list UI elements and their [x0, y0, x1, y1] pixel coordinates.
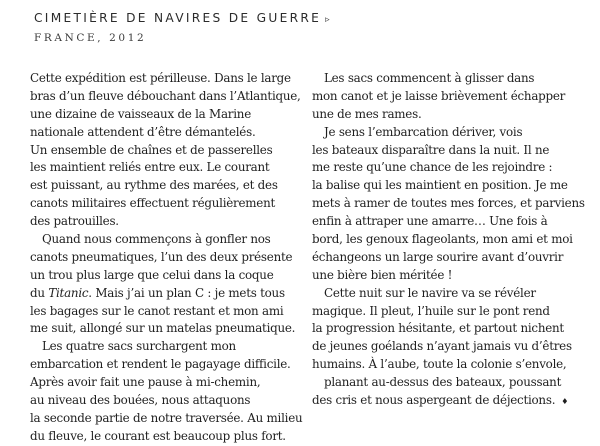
- text-line: [312, 88, 590, 106]
- article-title-text: CIMETIÈRE DE NAVIRES DE GUERRE: [34, 11, 322, 25]
- text-fragment: mets à ramer de toutes mes forces, et parviens: [312, 196, 585, 211]
- text-line: [312, 374, 590, 392]
- text-line: [312, 231, 590, 249]
- text-line: [30, 142, 308, 160]
- text-line: [30, 159, 308, 177]
- text-line: [30, 195, 308, 213]
- text-fragment: bras d’un fleuve débouchant dans l’Atlantique,: [30, 88, 301, 103]
- text-fragment: Cette expédition est périlleuse. Dans le large: [30, 71, 291, 85]
- text-line: [30, 267, 308, 285]
- text-fragment: la balise qui les maintient en position. Je me: [312, 178, 568, 193]
- text-fragment: les bateaux disparaître dans la nuit. Il ne: [312, 142, 550, 157]
- text-line: [312, 106, 590, 124]
- text-line: [30, 106, 308, 124]
- text-column-right: [312, 70, 590, 410]
- text-fragment: me suit, allongé sur un matelas pneumatique.: [30, 321, 296, 336]
- text-line: [312, 303, 590, 321]
- text-fragment: de jeunes goélands n’ayant jamais vu d’êtres: [312, 339, 572, 354]
- text-line: [312, 267, 590, 285]
- text-fragment: des patrouilles.: [30, 214, 119, 229]
- text-line: [30, 410, 308, 428]
- text-fragment: la progression hésitante, et partout nichent: [312, 321, 564, 336]
- text-line: [312, 249, 590, 267]
- text-line: [30, 392, 308, 410]
- text-fragment: canots pneumatiques, l’un des deux présente: [30, 249, 293, 264]
- text-fragment: Un ensemble de chaînes et de passerelles: [30, 142, 273, 157]
- text-fragment: Cette nuit sur le navire va se révéler: [324, 285, 536, 300]
- text-fragment: une de mes rames.: [312, 106, 422, 121]
- text-line: [30, 320, 308, 338]
- text-fragment: nationale attendent d’être démantelés.: [30, 124, 256, 139]
- text-fragment: Les quatre sacs surchargent mon: [42, 339, 236, 354]
- italic-title: Titanic: [48, 285, 89, 300]
- text-line: [312, 142, 590, 160]
- text-line: [30, 70, 308, 88]
- text-fragment: échangeons un large sourire avant d’ouvrir: [312, 249, 564, 264]
- text-fragment: les bagages sur le canot restant et mon ami: [30, 303, 284, 318]
- play-triangle-icon: ▹: [325, 15, 330, 25]
- text-fragment: magique. Il pleut, l’huile sur le pont rend: [312, 303, 550, 318]
- text-line: [312, 338, 590, 356]
- text-line: [30, 374, 308, 392]
- text-fragment: Quand nous commençons à gonfler nos: [42, 232, 271, 247]
- text-line: [312, 159, 590, 177]
- text-fragment: . Mais j’ai un plan C : je mets tous: [88, 285, 285, 300]
- text-fragment: embarcation et rendent le pagayage difficile.: [30, 357, 291, 372]
- text-line: [312, 195, 590, 213]
- text-line: [30, 88, 308, 106]
- text-line: [30, 338, 308, 356]
- article-header: [34, 10, 330, 45]
- text-line: [30, 428, 308, 446]
- text-fragment: du fleuve, le courant est beaucoup plus fort.: [30, 428, 286, 443]
- text-line: [30, 285, 308, 303]
- text-fragment: est puissant, au rythme des marées, et des: [30, 178, 278, 193]
- text-fragment: les maintient reliés entre eux. Le courant: [30, 160, 270, 175]
- text-line: [30, 356, 308, 374]
- text-line: [30, 124, 308, 142]
- text-line: [312, 124, 590, 142]
- text-line: [312, 356, 590, 374]
- end-of-article-mark: ♦: [561, 397, 569, 407]
- text-fragment: une dizaine de vaisseaux de la Marine: [30, 106, 251, 121]
- text-fragment: un trou plus large que celui dans la coque: [30, 267, 274, 282]
- article-subtitle: FRANCE, 2012: [34, 32, 147, 44]
- text-fragment: des cris et nous aspergeant de déjections.: [312, 393, 556, 408]
- text-fragment: Les sacs commencent à glisser dans: [324, 71, 535, 85]
- text-line: [30, 249, 308, 267]
- text-line: [30, 231, 308, 249]
- text-line: [312, 70, 590, 88]
- text-fragment: au niveau des bouées, nous attaquons: [30, 393, 251, 408]
- text-column-left: [30, 70, 308, 446]
- text-line: [312, 285, 590, 303]
- text-line: [312, 392, 590, 410]
- text-line: [30, 177, 308, 195]
- text-line: [312, 213, 590, 231]
- text-fragment: mon canot et je laisse brièvement échapper: [312, 88, 566, 103]
- text-line: [312, 177, 590, 195]
- text-fragment: enfin à attraper une amarre… Une fois à: [312, 214, 548, 229]
- text-fragment: du: [30, 285, 49, 300]
- text-line: [312, 320, 590, 338]
- text-fragment: canots militaires effectuent régulièrement: [30, 196, 276, 211]
- text-fragment: me reste qu’une chance de les rejoindre :: [312, 160, 553, 175]
- text-fragment: planant au-dessus des bateaux, poussant: [324, 375, 562, 390]
- text-fragment: bord, les genoux flageolants, mon ami et moi: [312, 232, 573, 247]
- text-fragment: la seconde partie de notre traversée. Au milieu: [30, 410, 303, 425]
- text-fragment: Après avoir fait une pause à mi-chemin,: [30, 375, 261, 390]
- text-line: [30, 303, 308, 321]
- text-fragment: une bière bien méritée !: [312, 267, 453, 282]
- text-fragment: humains. À l’aube, toute la colonie s’envole,: [312, 357, 567, 372]
- article-title: [34, 10, 330, 28]
- text-line: [30, 213, 308, 231]
- text-fragment: Je sens l’embarcation dériver, vois: [324, 124, 523, 139]
